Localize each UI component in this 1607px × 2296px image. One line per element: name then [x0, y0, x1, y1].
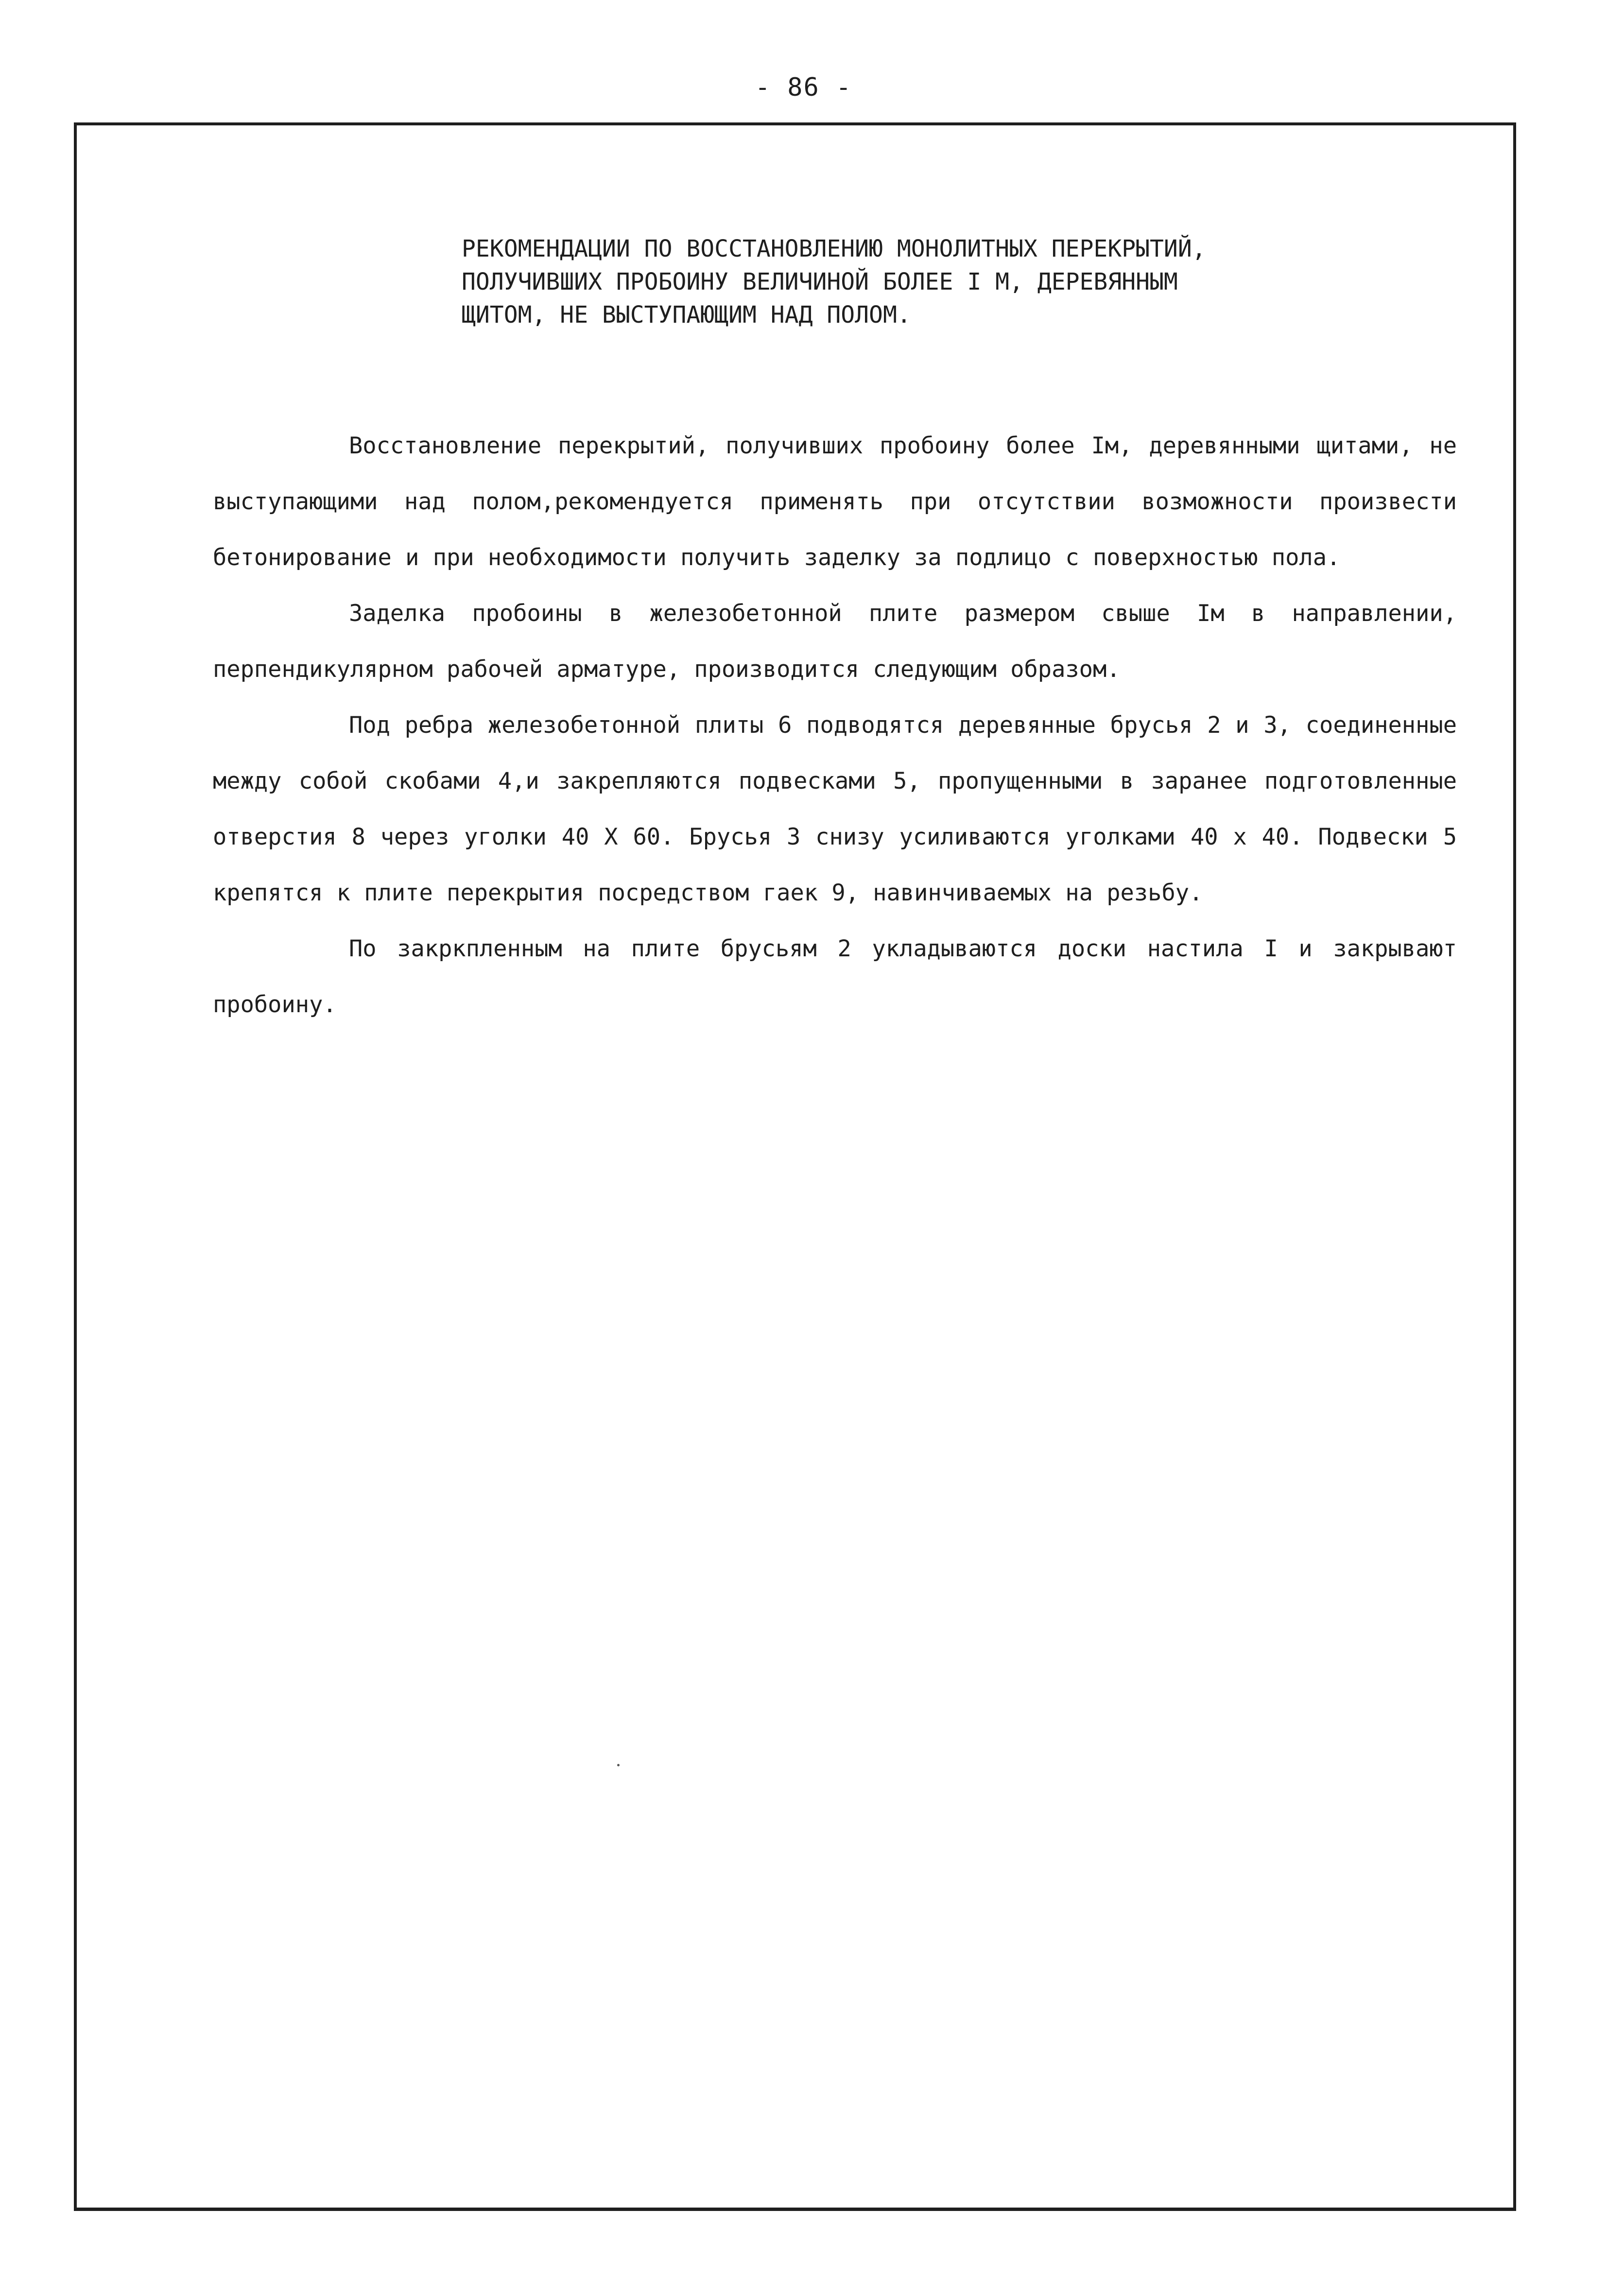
paragraph-1: Восстановление перекрытий, получивших пробоину более Iм, деревянными щитами, не выступающими над полом,рекомендуется применять при отсутствии возможности произвести бетонирование и при необходимости получить заделку за подлицо с поверхностью пола. [213, 432, 1457, 571]
paragraph-4: По закркпленным на плите брусьям 2 укладываются доски настила I и закрывают пробоину. [213, 935, 1457, 1018]
body-text [213, 418, 1457, 1033]
section-heading: РЕКОМЕНДАЦИИ ПО ВОССТАНОВЛЕНИЮ МОНОЛИТНЫХ ПЕРЕКРЫТИЙ, ПОЛУЧИВШИХ ПРОБОИНУ ВЕЛИЧИНОЙ БОЛЕЕ I М, ДЕРЕВЯННЫМ ЩИТОМ, НЕ ВЫСТУПАЮЩИМ НАД ПОЛОМ. [462, 235, 1206, 328]
scan-dot-mark [617, 1764, 620, 1766]
paragraph-3: Под ребра железобетонной плиты 6 подводятся деревянные брусья 2 и 3, соединенные между собой скобами 4,и закрепляются подвесками 5, пропущенными в заранее подготовленные отверстия 8 через уголки 40 Х 60. Брусья 3 снизу усиливаются уголками 40 х 40. Подвески 5 крепятся к плите перекрытия посредством гаек 9, навинчиваемых на резьбу. [213, 712, 1457, 906]
page-number: - 86 - [755, 73, 852, 102]
paragraph-2: Заделка пробоины в железобетонной плите размером свыше Iм в направлении, перпендикулярном рабочей арматуре, производится следующим образом. [213, 600, 1457, 683]
